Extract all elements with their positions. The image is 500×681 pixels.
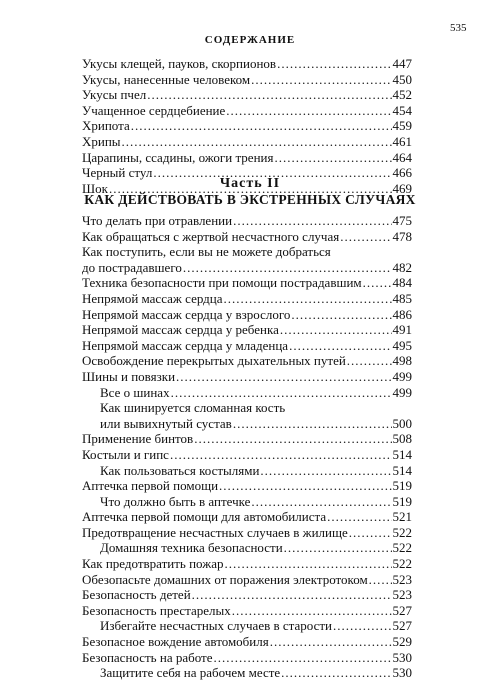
toc-entry-title: Как пользоваться костылями xyxy=(100,462,260,478)
dot-leader xyxy=(219,478,391,494)
toc-entry-page: 522 xyxy=(392,556,412,572)
dot-leader xyxy=(194,431,391,447)
toc-entry-page: 464 xyxy=(392,149,412,165)
toc-entry xyxy=(82,572,412,588)
dot-leader xyxy=(327,509,391,525)
toc-subentry xyxy=(82,665,412,681)
toc-entry-page: 527 xyxy=(392,618,412,634)
toc-entry-page: 514 xyxy=(392,446,412,462)
dot-leader xyxy=(333,618,392,634)
toc-entry xyxy=(82,525,412,541)
toc-entry-title: до пострадавшего xyxy=(82,259,182,275)
dot-leader xyxy=(369,572,392,588)
toc-entry-page: 499 xyxy=(392,384,412,400)
dot-leader xyxy=(349,525,392,541)
toc-entry-title: Непрямой массаж сердца у ребенка xyxy=(82,322,279,338)
dot-leader xyxy=(147,87,391,103)
toc-entry xyxy=(82,587,412,603)
toc-entry-title: Избегайте несчастных случаев в старости xyxy=(100,618,332,634)
toc-entry-title: Костыли и гипс xyxy=(82,446,169,462)
page-number: 535 xyxy=(450,22,467,34)
toc-entry xyxy=(82,72,412,88)
toc-entry xyxy=(82,118,412,134)
toc-entry-title: Шины и повязки xyxy=(82,368,176,384)
toc-entry-title: Предотвращение несчастных случаев в жилище xyxy=(82,524,348,540)
toc-entry-page: 514 xyxy=(392,462,412,478)
toc-entry xyxy=(82,447,412,463)
toc-entry-title: Что делать при отравлении xyxy=(82,213,233,228)
toc-entry xyxy=(82,322,412,338)
toc-entry-page: 508 xyxy=(392,431,412,447)
toc-entry-title: Шок xyxy=(82,180,108,196)
toc-entry-page: 529 xyxy=(392,634,412,650)
toc-entry-page: 447 xyxy=(392,56,412,71)
dot-leader xyxy=(232,603,392,619)
toc-entry-title: Укусы клещей, пауков, скорпионов xyxy=(82,56,277,71)
toc-entry-page: 454 xyxy=(392,102,412,118)
toc-entry-first-line xyxy=(82,244,412,260)
toc-entry-title: Безопасность престарелых xyxy=(82,602,231,618)
dot-leader xyxy=(214,650,392,666)
toc-entry-title: Техника безопасности при помощи пострадавшим xyxy=(82,275,362,291)
part-label: Часть II xyxy=(219,176,281,191)
toc-entry xyxy=(82,307,412,323)
toc-entry xyxy=(82,603,412,619)
toc-entry-title: Что должно быть в аптечке xyxy=(100,493,251,509)
toc-entry xyxy=(82,260,412,276)
dot-leader xyxy=(281,665,391,681)
toc-entry xyxy=(82,431,412,447)
toc-entry-title: Аптечка первой помощи для автомобилиста xyxy=(82,509,327,525)
toc-entry-title: Непрямой массаж сердца у младенца xyxy=(82,337,289,353)
toc-entry-page: 499 xyxy=(392,368,412,384)
toc-entry-title: Укусы пчел xyxy=(82,87,147,103)
toc-entry-title: Безопасность на работе xyxy=(82,649,213,665)
toc-entry-title: Непрямой массаж сердца xyxy=(82,290,223,306)
toc-entry-page: 498 xyxy=(392,353,412,369)
dot-leader xyxy=(192,587,392,603)
toc-entry-page: 519 xyxy=(392,493,412,509)
toc-entry xyxy=(82,103,412,119)
dot-leader xyxy=(277,56,391,72)
toc-entry-page: 485 xyxy=(392,290,412,306)
toc-entry-page: 530 xyxy=(392,665,412,681)
toc-subentry xyxy=(82,385,412,401)
toc-entry-page: 500 xyxy=(392,415,412,431)
toc-entry-title: Защитите себя на рабочем месте xyxy=(100,665,281,681)
toc-subentry xyxy=(82,416,412,432)
toc-entry xyxy=(82,509,412,525)
dot-leader xyxy=(170,447,392,463)
toc-entry-page: 461 xyxy=(392,133,412,149)
toc-entry-title: Аптечка первой помощи xyxy=(82,478,219,494)
toc-entry-title: Укусы, нанесенные человеком xyxy=(82,71,251,87)
toc-entry-page: 523 xyxy=(392,587,412,603)
dot-leader xyxy=(251,72,391,88)
toc-entry xyxy=(82,213,412,229)
dot-leader xyxy=(226,103,391,119)
toc-entry-title-line1: Как поступить, если вы не можете добраться xyxy=(82,244,331,260)
toc-entry xyxy=(82,56,412,72)
toc-entry-page: 519 xyxy=(392,478,412,494)
toc-entry-title: Черный стул xyxy=(82,165,153,181)
toc-entry-page: 484 xyxy=(392,275,412,291)
toc-entry-title: Безопасное вождение автомобиля xyxy=(82,634,269,650)
dot-leader xyxy=(347,353,392,369)
dot-leader xyxy=(363,275,392,291)
toc-entry-title: Царапины, ссадины, ожоги трения xyxy=(82,149,274,165)
toc-entry-page: 522 xyxy=(392,524,412,540)
dot-leader xyxy=(251,494,391,510)
toc-entry-page: 482 xyxy=(392,259,412,275)
dot-leader xyxy=(274,150,391,166)
toc-entry-page: 522 xyxy=(392,540,412,556)
toc-entry-title: Все о шинах xyxy=(100,384,170,400)
toc-entry-title: Безопасность детей xyxy=(82,587,191,603)
part-title: КАК ДЕЙСТВОВАТЬ В ЭКСТРЕННЫХ СЛУЧАЯХ xyxy=(84,192,416,207)
toc-subentry xyxy=(82,494,412,510)
toc-entry-page: 466 xyxy=(392,165,412,181)
dot-leader xyxy=(284,540,392,556)
dot-leader xyxy=(270,634,392,650)
dot-leader xyxy=(183,260,392,276)
dot-leader xyxy=(233,213,391,229)
toc-entry-title: Хрипы xyxy=(82,133,121,149)
toc-entry-title: или вывихнутый сустав xyxy=(100,415,232,431)
toc-entry-page: 475 xyxy=(392,213,412,228)
toc-entry xyxy=(82,556,412,572)
toc-entry xyxy=(82,634,412,650)
toc-entry xyxy=(82,150,412,166)
dot-leader xyxy=(280,322,392,338)
toc-entry-page: 469 xyxy=(392,180,412,196)
toc-entry-title: Домашняя техника безопасности xyxy=(100,540,283,556)
toc-entry-title: Хрипота xyxy=(82,118,130,134)
toc-subentry xyxy=(82,463,412,479)
toc-entry xyxy=(82,291,412,307)
dot-leader xyxy=(260,463,391,479)
toc-subentry xyxy=(82,540,412,556)
toc-entry xyxy=(82,229,412,245)
toc-entry xyxy=(82,275,412,291)
toc-entry-title: Непрямой массаж сердца у взрослого xyxy=(82,306,291,322)
toc-entry xyxy=(82,87,412,103)
toc-entry-page: 450 xyxy=(392,71,412,87)
toc-entry-page: 459 xyxy=(392,118,412,134)
toc-subentry xyxy=(82,618,412,634)
dot-leader xyxy=(233,416,392,432)
toc-entry-title: Как обращаться с жертвой несчастного случая xyxy=(82,228,340,244)
dot-leader xyxy=(289,338,391,354)
dot-leader xyxy=(171,385,392,401)
toc-entry-title: Применение бинтов xyxy=(82,431,194,447)
toc-subentry-first-line xyxy=(82,400,412,416)
toc-entry xyxy=(82,134,412,150)
toc-entry-title-line1: Как шинируется сломанная кость xyxy=(100,400,286,416)
toc-entry-page: 491 xyxy=(392,322,412,338)
toc-entry-page: 521 xyxy=(392,509,412,525)
toc-entry-page: 523 xyxy=(392,571,412,587)
toc-entry-page: 486 xyxy=(392,306,412,322)
dot-leader xyxy=(122,134,392,150)
dot-leader xyxy=(224,556,391,572)
toc-entry-page: 495 xyxy=(392,337,412,353)
toc-entry xyxy=(82,353,412,369)
toc-entry xyxy=(82,478,412,494)
dot-leader xyxy=(340,229,391,245)
toc-entry-title: Учащенное сердцебиение xyxy=(82,102,226,118)
toc-entry-page: 530 xyxy=(392,649,412,665)
running-head: СОДЕРЖАНИЕ xyxy=(204,34,296,46)
toc-entry-title: Как предотвратить пожар xyxy=(82,556,224,572)
toc-entry xyxy=(82,369,412,385)
dot-leader xyxy=(291,307,391,323)
dot-leader xyxy=(131,118,392,134)
toc-entry-page: 478 xyxy=(392,228,412,244)
toc-entry-title: Обезопасьте домашних от поражения электротоком xyxy=(82,571,368,587)
toc-entry-title: Освобождение перекрытых дыхательных путей xyxy=(82,353,346,369)
toc-entry xyxy=(82,650,412,666)
dot-leader xyxy=(176,369,391,385)
toc-entry xyxy=(82,338,412,354)
toc-entry-page: 452 xyxy=(392,87,412,103)
toc-section-bottom xyxy=(82,213,412,681)
toc-entry-page: 527 xyxy=(392,602,412,618)
dot-leader xyxy=(224,291,392,307)
